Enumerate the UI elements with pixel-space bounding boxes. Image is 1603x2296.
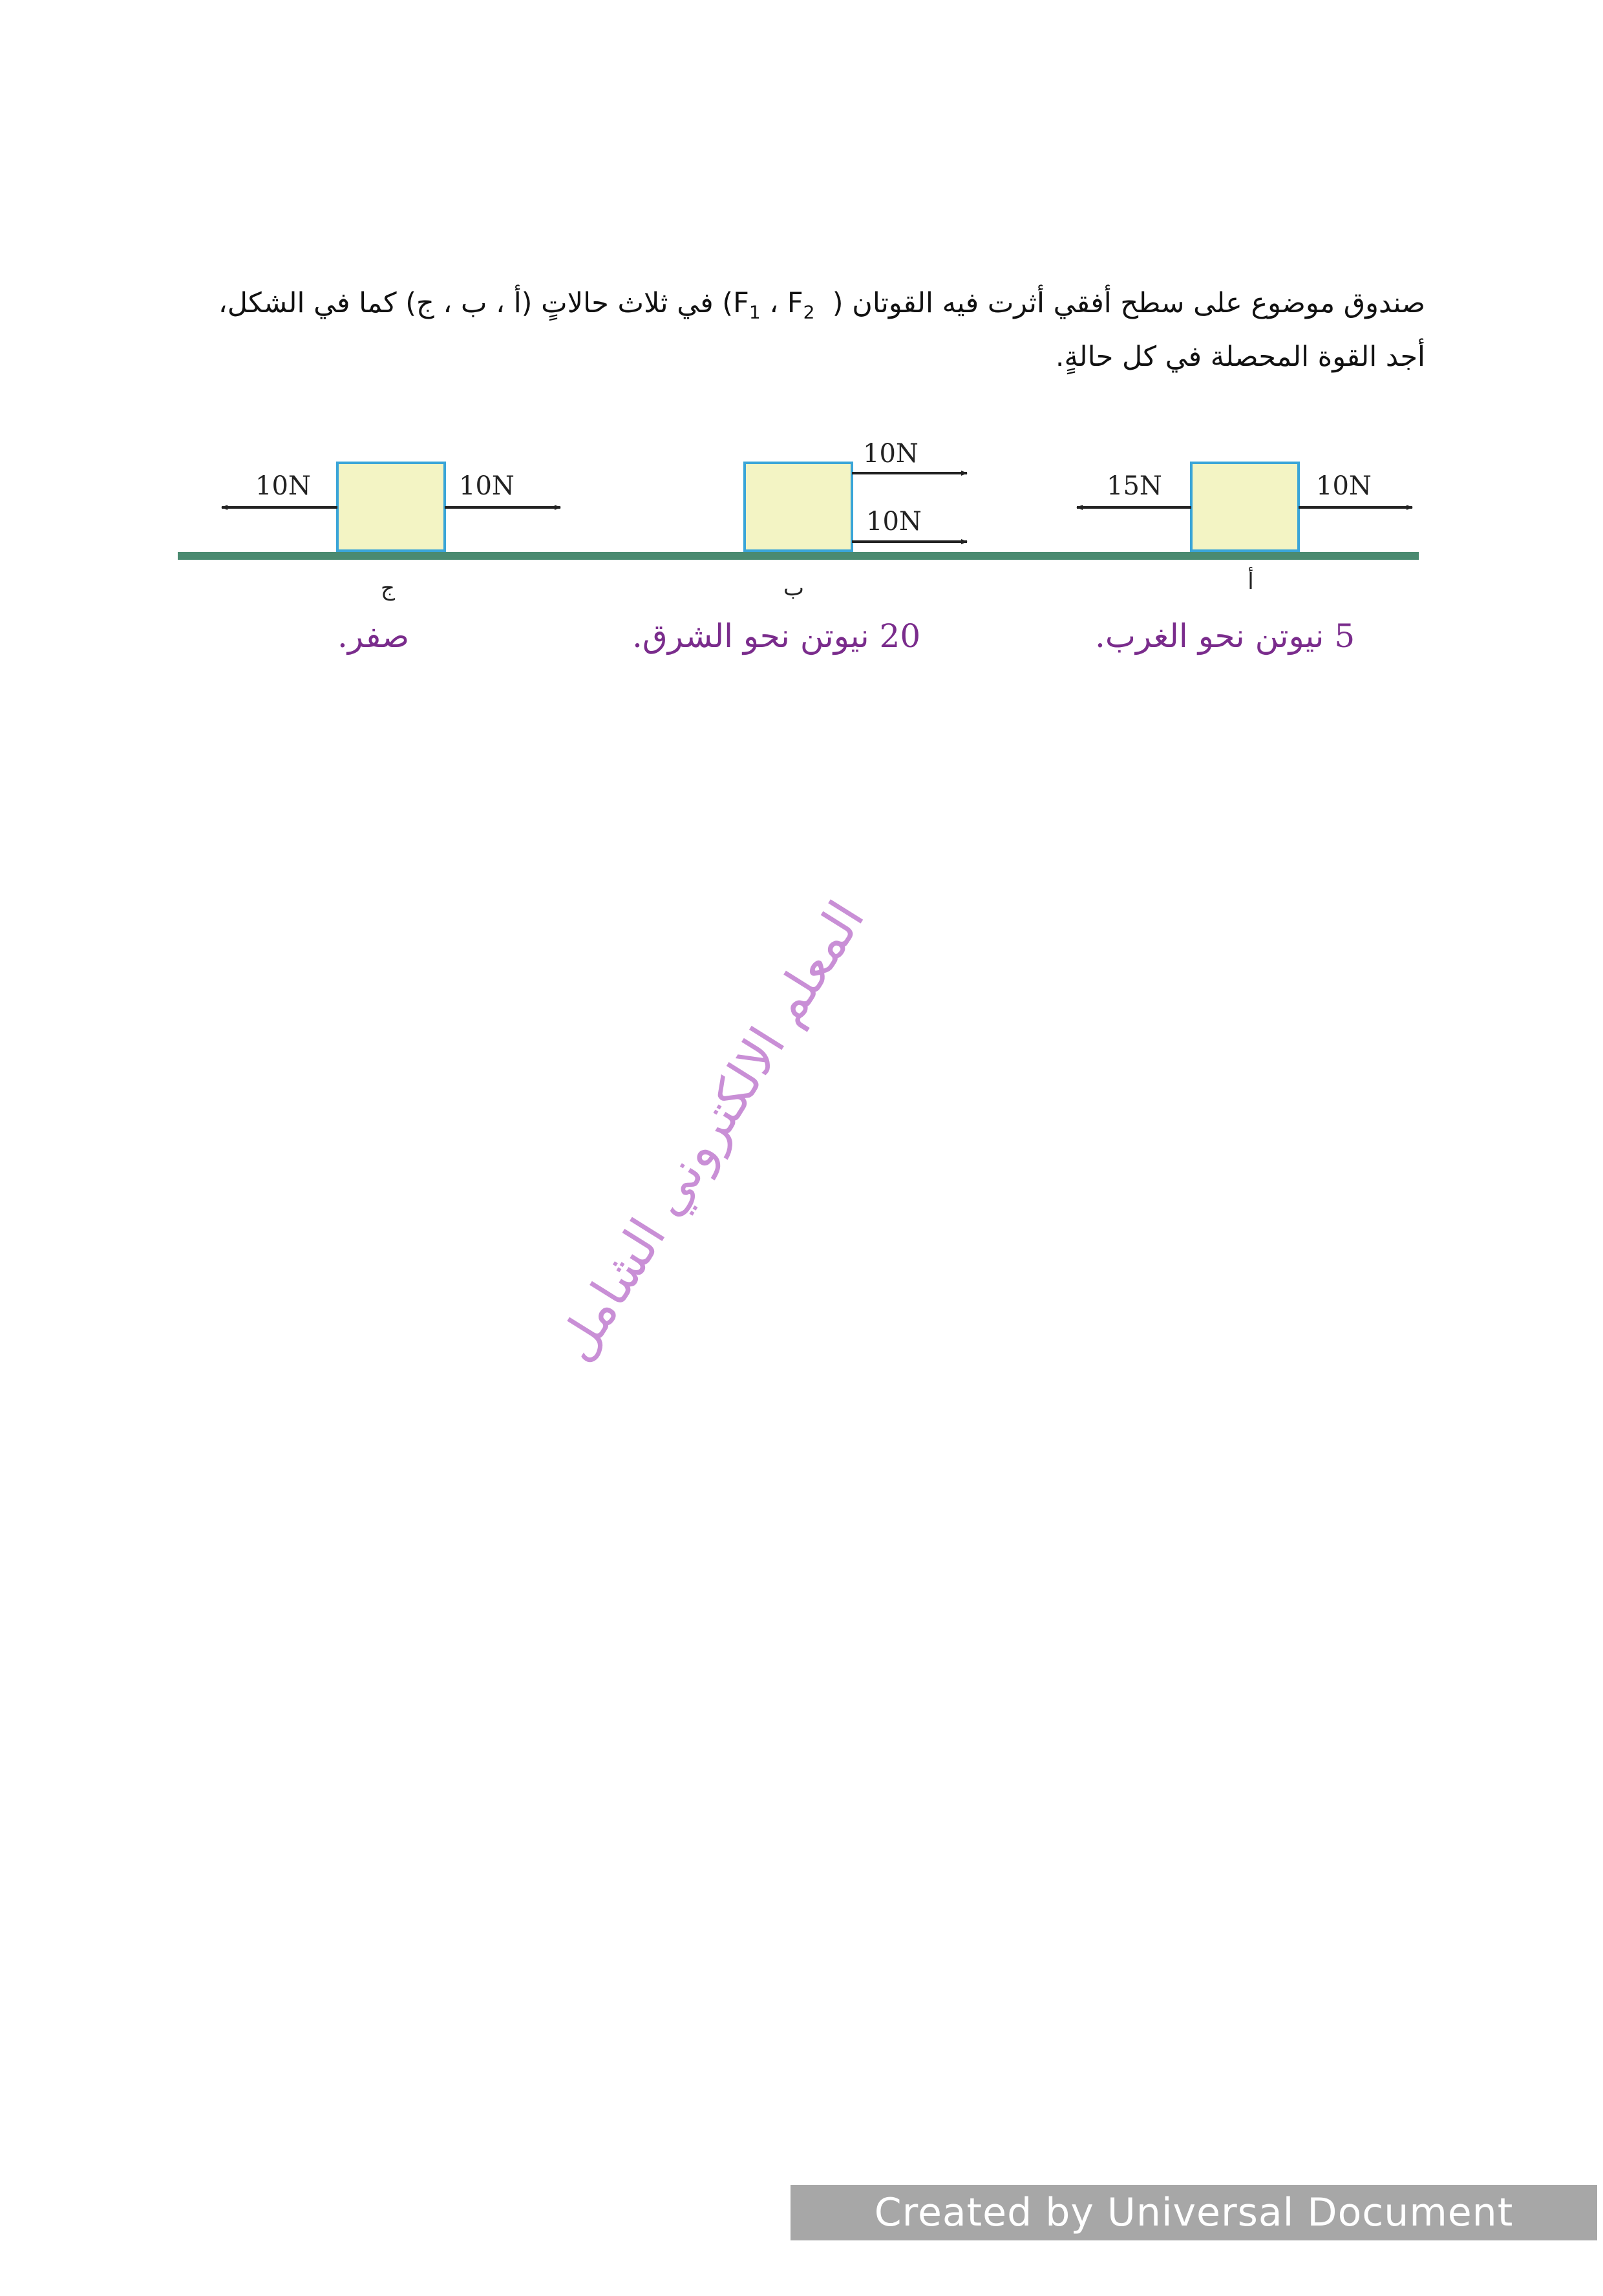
- watermark: المعلم الالكتروني الشامل: [546, 891, 876, 1372]
- force-symbols: $F_1$ ، $F_2$: [733, 287, 815, 323]
- case-b-top-force: 10N: [863, 439, 918, 469]
- case-a-diagram: [1077, 463, 1412, 551]
- case-b-box: [745, 463, 852, 551]
- case-a-box: [1191, 463, 1299, 551]
- question-part-2: ) في ثلاث حالاتٍ (أ ، ب ، ج) كما في الشكل، أجد القوة المحصلة في كل حالةٍ.: [218, 287, 1425, 373]
- case-a-left-force: 15N: [1107, 471, 1162, 501]
- case-a-right-force: 10N: [1316, 471, 1372, 501]
- case-b-label: ب: [783, 575, 805, 601]
- case-c-label: ج: [381, 575, 395, 601]
- case-b-diagram: [745, 439, 967, 551]
- case-c-right-force: 10N: [459, 471, 515, 501]
- case-b-answer: 20 نيوتن نحو الشرق.: [632, 617, 921, 655]
- case-c-diagram: [222, 463, 560, 551]
- case-c-left-force: 10N: [255, 471, 311, 501]
- question-part-1: صندوق موضوع على سطح أفقي أثرت فيه القوتان (: [832, 287, 1425, 319]
- case-a-label: أ: [1247, 569, 1254, 595]
- case-a-answer: 5 نيوتن نحو الغرب.: [1095, 617, 1355, 655]
- case-c-box: [337, 463, 445, 551]
- converter-footer: Created by Universal Document Converter: [791, 2185, 1597, 2240]
- case-c-answer: صفر.: [337, 617, 410, 655]
- forces-figure: [0, 0, 1603, 711]
- case-b-bottom-force: 10N: [866, 507, 922, 537]
